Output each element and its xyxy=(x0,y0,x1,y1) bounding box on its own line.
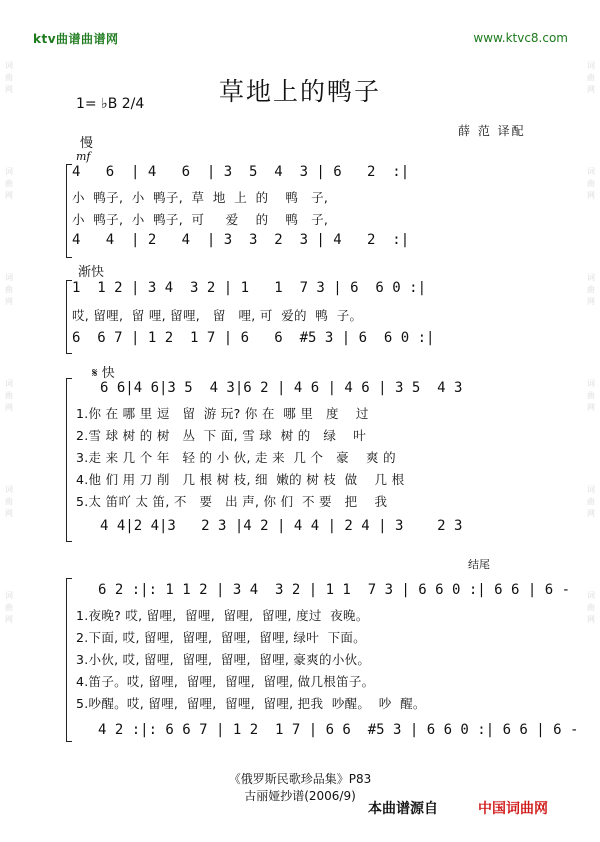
lyric-line: 小 鸭子, 小 鸭子, 草 地 上 的 鸭 子, xyxy=(72,190,329,205)
lyric-verse-5: 5.吵醒。哎, 留哩, 留哩, 留哩, 留哩, 把我 吵醒。 吵 醒。 xyxy=(76,696,426,711)
lyric-verse-2: 2.下面, 哎, 留哩, 留哩, 留哩, 留哩, 绿叶 下面。 xyxy=(76,630,366,645)
tempo-mark: 慢 xyxy=(80,136,94,151)
lyric-verse-1: 1.你 在 哪 里 逗 留 游 玩? 你 在 哪 里 度 过 xyxy=(76,406,369,421)
song-title: 草地上的鸭子 xyxy=(218,77,381,106)
upper-voice-notes: 6 2 :|: 1 1 2 | 3 4 3 2 | 1 1 7 3 | 6 6 0 :| 6 6 | 6 - xyxy=(98,582,571,598)
key-signature: 1= ♭B 2/4 xyxy=(76,96,145,112)
source-site-link[interactable]: 中国词曲网 xyxy=(478,801,548,817)
lyric-verse-4: 4.笛子。哎, 留哩, 留哩, 留哩, 留哩, 做几根笛子。 xyxy=(76,674,375,689)
source-label: 本曲谱源自 xyxy=(368,801,438,817)
lyric-verse-3: 3.走 来 几 个 年 轻 的 小 伙, 走 来 几 个 豪 爽 的 xyxy=(76,450,396,465)
lyric-verse-4: 4.他 们 用 刀 削 几 根 树 枝, 细 嫩的 树 枝 做 几 根 xyxy=(76,472,405,487)
segno-tempo-mark: 𝄋 快 xyxy=(92,366,115,381)
lyric-verse-1: 1.夜晚? 哎, 留哩, 留哩, 留哩, 留哩, 度过 夜晚。 xyxy=(76,608,369,623)
source-book: 《俄罗斯民歌珍品集》P83 xyxy=(228,772,372,786)
transcriber-credit: 古丽娅抄谱(2006/9) xyxy=(244,789,356,803)
side-watermark-left: 词 曲 网 词 曲 网 词 曲 网 词 曲 网 词 曲 网 词 曲 网 xyxy=(5,61,13,624)
lower-voice-notes: 4 4|2 4|3 2 3 |4 2 | 4 4 | 2 4 | 3 2 3 xyxy=(100,518,463,534)
tempo-mark: 渐快 xyxy=(78,265,105,280)
lower-voice-notes: 4 2 :|: 6 6 7 | 1 2 1 7 | 6 6 #5 3 | 6 6 0 :| 6 6 | 6 - xyxy=(98,722,579,738)
arranger-credit: 薛 范 译配 xyxy=(458,124,526,138)
system-brace xyxy=(66,378,72,542)
lyric-verse-5: 5.太 笛吖 太 笛, 不 要 出 声, 你 们 不 要 把 我 xyxy=(76,494,388,509)
coda-label: 结尾 xyxy=(468,558,490,571)
lyric-line: 小 鸭子, 小 鸭子, 可 爱 的 鸭 子, xyxy=(72,212,329,227)
upper-voice-notes: 6 6|4 6|3 5 4 3|6 2 | 4 6 | 4 6 | 3 5 4 3 xyxy=(100,380,463,396)
lyric-line: 哎, 留哩, 留 哩, 留哩, 留 哩, 可 爱的 鸭 子。 xyxy=(72,308,363,323)
upper-voice-notes: 4 6 | 4 6 | 3 5 4 3 | 6 2 :| xyxy=(72,164,410,180)
lyric-verse-2: 2.雪 球 树 的 树 丛 下 面, 雪 球 树 的 绿 叶 xyxy=(76,428,367,443)
lyric-verse-3: 3.小伙, 哎, 留哩, 留哩, 留哩, 留哩, 豪爽的小伙。 xyxy=(76,652,371,667)
lower-voice-notes: 4 4 | 2 4 | 3 3 2 3 | 4 2 :| xyxy=(72,232,410,248)
side-watermark-right: 词 曲 网 词 曲 网 词 曲 网 词 曲 网 词 曲 网 词 曲 网 xyxy=(587,61,595,624)
site-url[interactable]: www.ktvc8.com xyxy=(473,31,568,45)
upper-voice-notes: 1 1 2 | 3 4 3 2 | 1 1 7 3 | 6 6 0 :| xyxy=(72,280,427,296)
dynamic-mark: mf xyxy=(76,150,91,163)
system-brace xyxy=(66,578,72,742)
lower-voice-notes: 6 6 7 | 1 2 1 7 | 6 6 #5 3 | 6 6 0 :| xyxy=(72,330,435,346)
site-logo-text[interactable]: ktv曲谱曲谱网 xyxy=(33,32,119,46)
